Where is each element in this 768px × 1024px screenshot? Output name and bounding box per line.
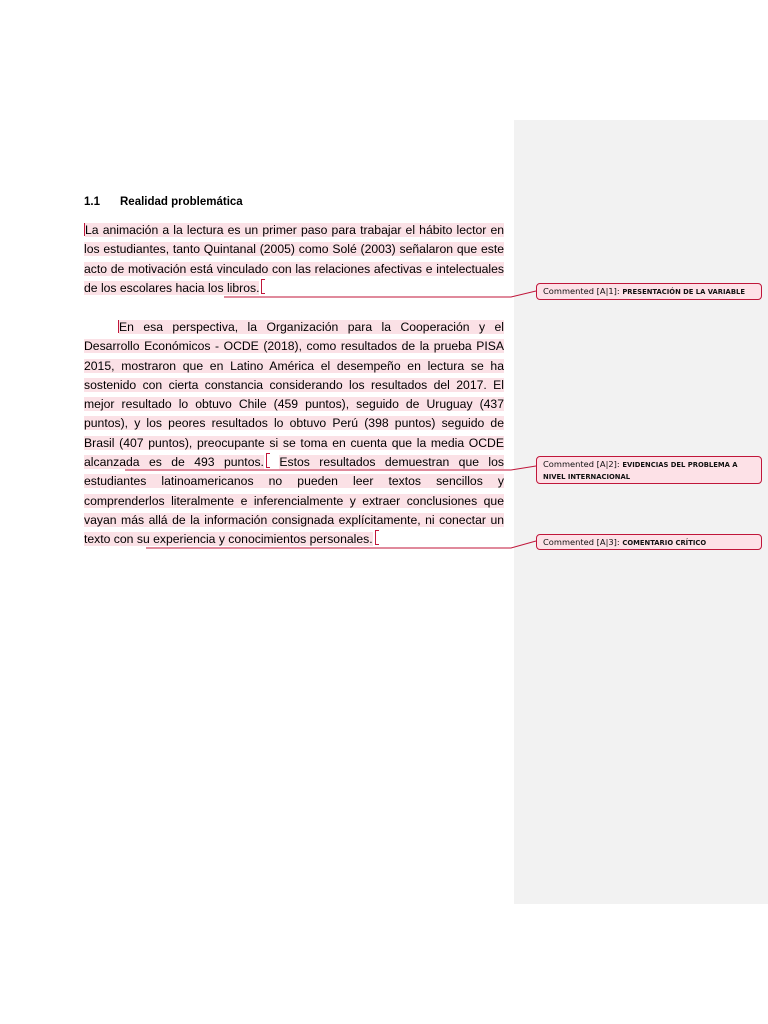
commented-text-3[interactable]: Estos resultados demuestran que los estudiantes latinoamericanos no pueden leer textos sencillos y comprenderlos literalmente e inferencialmente y extraer conclusiones que vayan más allá de la información consignada explícitamente, ni conectar un texto con su experiencia y conocimientos personales. bbox=[84, 455, 505, 547]
commented-text-1[interactable]: La animación a la lectura es un primer paso para trabajar el hábito lector en los estudiantes, tanto Quintanal (2005) como Solé (2003) señalaron que este acto de motivación está vinculado con las relaciones afectivas e intelectuales de los escolares hacia los libros. bbox=[84, 223, 504, 295]
comment-anchor-end-2 bbox=[266, 453, 270, 468]
section-title: Realidad problemática bbox=[120, 196, 243, 208]
comment-label: Commented [A|2]: bbox=[543, 459, 620, 469]
comment-balloon-1[interactable] bbox=[536, 283, 762, 300]
commented-text-2[interactable]: En esa perspectiva, la Organización para la Cooperación y el Desarrollo Económicos - OCDE (2018), como resultados de la prueba PISA 2015, mostraron que en Latino América el desempeño en lectura se ha sostenido con cierta constancia considerando los resultados del 2017. El mejor resultado lo obtuvo Chile (459 puntos), seguido de Uruguay (437 puntos), y los peores resultados lo obtuvo Perú (398 puntos) seguido de Brasil (407 puntos), preocupante si se toma en cuenta que la media OCDE alcanzada es de 493 puntos. bbox=[84, 320, 504, 470]
comment-balloon-2[interactable] bbox=[536, 456, 762, 484]
paragraph-1[interactable] bbox=[84, 221, 504, 298]
comment-text: PRESENTACIÓN DE LA VARIABLE bbox=[622, 288, 745, 296]
paragraph-2[interactable] bbox=[84, 318, 504, 550]
comment-balloon-3[interactable] bbox=[536, 534, 762, 550]
comment-text: EVIDENCIAS DEL PROBLEMA A NIVEL INTERNACIONAL bbox=[543, 461, 738, 481]
section-number: 1.1 bbox=[84, 196, 100, 208]
comment-anchor-end-3 bbox=[375, 530, 379, 545]
section-heading bbox=[84, 196, 243, 208]
comments-margin-pane bbox=[514, 120, 768, 904]
comment-label: Commented [A|3]: bbox=[543, 537, 620, 547]
comment-anchor-end-1 bbox=[261, 279, 265, 294]
comment-text: COMENTARIO CRÍTICO bbox=[622, 539, 707, 547]
comment-label: Commented [A|1]: bbox=[543, 286, 620, 296]
